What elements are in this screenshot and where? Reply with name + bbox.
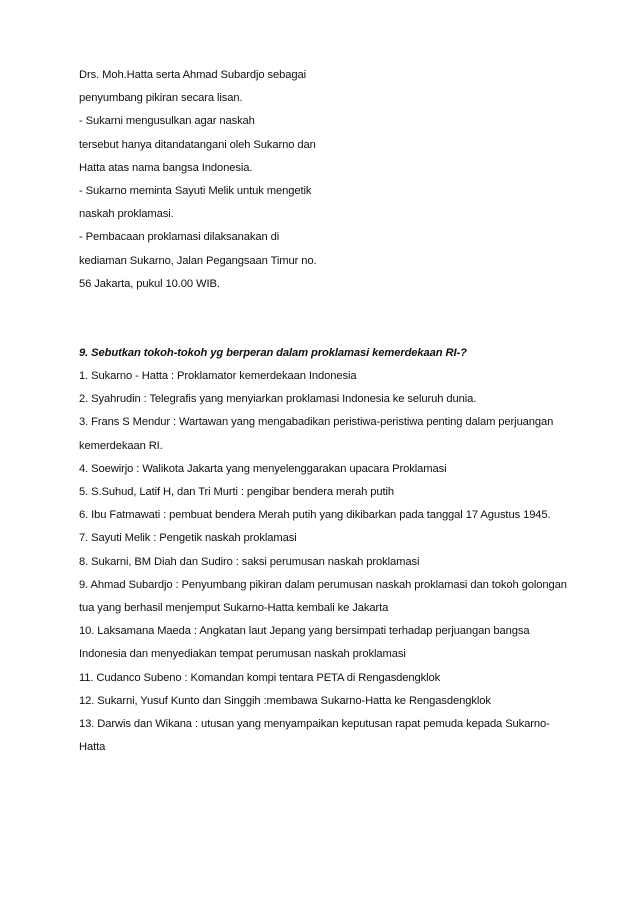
answer-line: 7. Sayuti Melik : Pengetik naskah proklamasi [79, 532, 297, 545]
intro-line: tersebut hanya ditandatangani oleh Sukarno dan [79, 138, 316, 151]
answer-line: Indonesia dan menyediakan tempat perumusan naskah proklamasi [79, 648, 406, 661]
answer-line: 4. Soewirjo : Walikota Jakarta yang menyelenggarakan upacara Proklamasi [79, 462, 447, 475]
intro-line: kediaman Sukarno, Jalan Pegangsaan Timur no. [79, 254, 317, 267]
answer-line: 12. Sukarni, Yusuf Kunto dan Singgih :membawa Sukarno-Hatta ke Rengasdengklok [79, 694, 491, 707]
answer-line: 1. Sukarno - Hatta : Proklamator kemerdekaan Indonesia [79, 370, 357, 383]
answer-line: 8. Sukarni, BM Diah dan Sudiro : saksi perumusan naskah proklamasi [79, 555, 420, 568]
answer-line: 5. S.Suhud, Latif H, dan Tri Murti : pengibar bendera merah putih [79, 486, 395, 498]
intro-line: Hatta atas nama bangsa Indonesia. [79, 161, 253, 174]
answer-line: 11. Cudanco Subeno : Komandan kompi tentara PETA di Rengasdengklok [79, 671, 441, 684]
answer-line: 10. Laksamana Maeda : Angkatan laut Jepang yang bersimpati terhadap perjuangan bangsa [79, 625, 530, 638]
answer-line: kemerdekaan RI. [79, 439, 163, 452]
answer-line: 13. Darwis dan Wikana : utusan yang menyampaikan keputusan rapat pemuda kepada Sukarno- [79, 717, 550, 730]
answer-line: 3. Frans S Mendur : Wartawan yang mengabadikan peristiwa-peristiwa penting dalam perjuangan [79, 416, 554, 429]
paragraph-spacer [79, 296, 579, 342]
answer-line: 2. Syahrudin : Telegrafis yang menyiarkan proklamasi Indonesia ke seluruh dunia. [79, 393, 477, 406]
intro-line: Drs. Moh.Hatta serta Ahmad Subardjo sebagai [79, 69, 307, 81]
intro-line: penyumbang pikiran secara lisan. [79, 92, 243, 105]
document-body [79, 64, 579, 759]
answer-line: tua yang berhasil menjemput Sukarno-Hatta kembali ke Jakarta [79, 601, 389, 614]
answer-line: Hatta [79, 741, 106, 754]
intro-line: - Sukarno meminta Sayuti Melik untuk mengetik [79, 184, 312, 197]
question-heading: 9. Sebutkan tokoh-tokoh yg berperan dalam proklamasi kemerdekaan RI-? [79, 346, 467, 359]
intro-line: naskah proklamasi. [79, 208, 174, 221]
intro-line: 56 Jakarta, pukul 10.00 WIB. [79, 277, 220, 290]
answer-line: 9. Ahmad Subardjo : Penyumbang pikiran dalam perumusan naskah proklamasi dan tokoh golongan [79, 578, 567, 591]
intro-line: - Pembacaan proklamasi dilaksanakan di [79, 231, 280, 244]
answer-line: 6. Ibu Fatmawati : pembuat bendera Merah putih yang dikibarkan pada tanggal 17 Agustus 1945. [79, 509, 551, 522]
intro-line: - Sukarni mengusulkan agar naskah [79, 115, 255, 128]
